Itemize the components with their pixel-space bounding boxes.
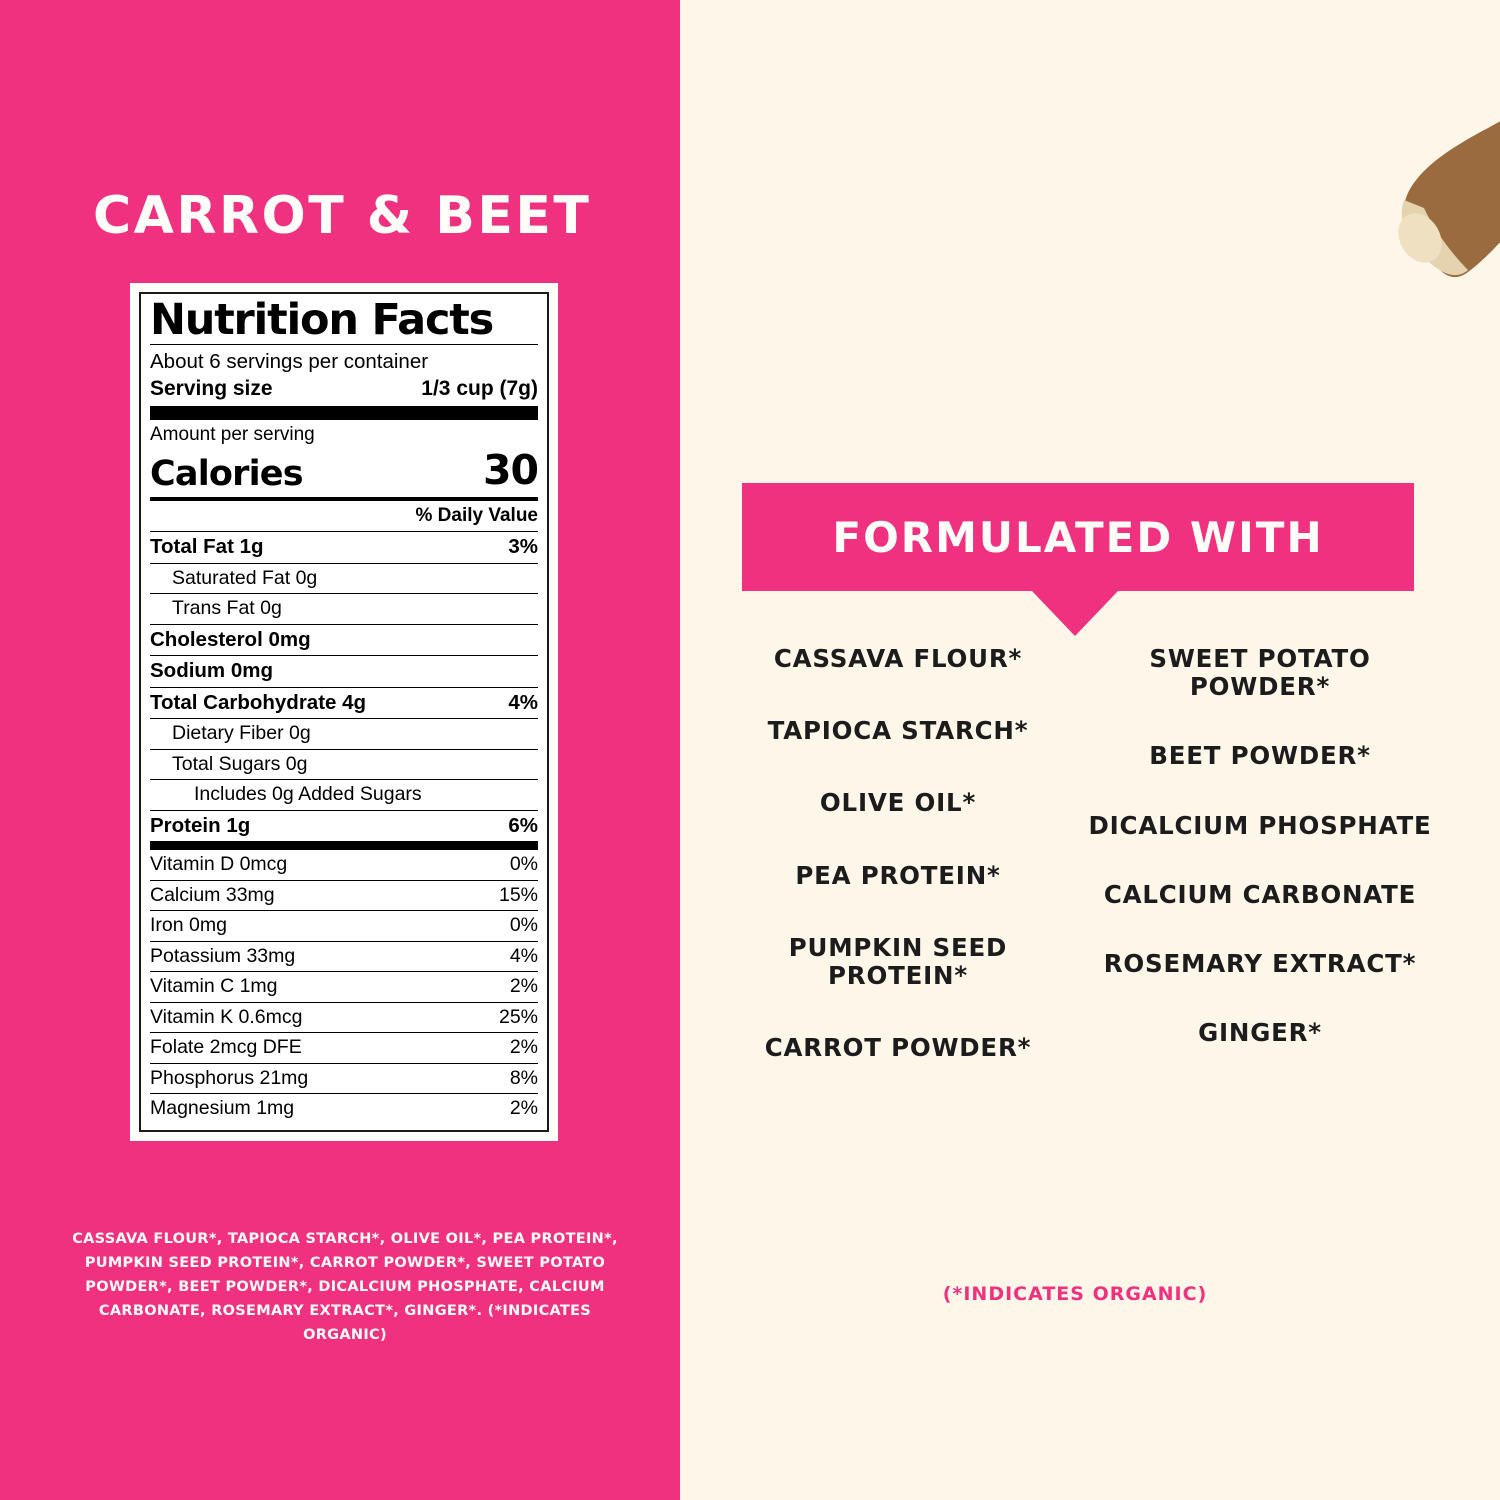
ingredients-statement: CASSAVA FLOUR*, TAPIOCA STARCH*, OLIVE OIL*, PEA PROTEIN*, PUMPKIN SEED PROTEIN*, CARROT POWDER*, SWEET POTATO POWDER*, BEET POWDER*, DICALCIUM PHOSPHATE, CALCIUM CARBONATE, ROSEMARY EXTRACT*, GINGER*. (*INDICATES ORGANIC) <box>72 1231 618 1343</box>
calories-row <box>150 446 538 497</box>
nutrient-dv: 8% <box>509 1066 538 1089</box>
micronutrient-row <box>150 911 538 941</box>
vegetable-illustration <box>1380 70 1500 500</box>
micronutrient-row <box>150 1064 538 1094</box>
nutrient-name: Vitamin D 0mcg <box>150 853 288 875</box>
micronutrient-row <box>150 1033 538 1063</box>
nutrient-name: Dietary Fiber 0g <box>172 722 311 744</box>
nutrient-row <box>150 811 538 842</box>
nutrient-name: Iron 0mg <box>150 914 227 936</box>
nutrient-name: Sodium 0mg <box>150 659 274 682</box>
list-item: CASSAVA FLOUR* <box>773 644 1023 673</box>
banner-title: FORMULATED WITH <box>832 512 1324 562</box>
banner-notch-shape <box>1032 591 1118 636</box>
nutrition-facts-label <box>139 292 549 1132</box>
servings-per-container: About 6 servings per container <box>150 350 429 373</box>
list-item: SWEET POTATO POWDER* <box>1149 644 1371 702</box>
page-title: CARROT & BEET <box>93 186 592 246</box>
nutrient-dv: 3% <box>508 535 538 558</box>
cassava-root-icon <box>1390 80 1500 277</box>
daily-value-header: % Daily Value <box>415 505 538 526</box>
nutrition-facts-card <box>130 283 558 1141</box>
list-item: PUMPKIN SEED PROTEIN* <box>788 932 1008 990</box>
nutrient-row <box>150 780 538 810</box>
banner-bar <box>742 483 1414 591</box>
nutrient-dv: 15% <box>498 883 538 906</box>
nutrient-dv: 2% <box>509 1036 538 1058</box>
ingredient-column-right <box>1080 645 1440 1106</box>
micronutrient-row <box>150 850 538 880</box>
serving-size-row <box>150 377 538 406</box>
list-item: GINGER* <box>1198 1018 1322 1048</box>
organic-footnote: (*INDICATES ORGANIC) <box>942 1283 1208 1305</box>
micronutrient-row <box>150 1094 538 1124</box>
micronutrient-row <box>150 972 538 1002</box>
nutrient-row <box>150 656 538 687</box>
nutrient-dv: 2% <box>509 1097 538 1119</box>
nutrient-name: Vitamin K 0.6mcg <box>150 1005 303 1028</box>
nutrient-row <box>150 688 538 719</box>
list-item: ROSEMARY EXTRACT* <box>1103 948 1417 978</box>
micronutrient-row <box>150 1003 538 1033</box>
nutrient-dv: 2% <box>509 975 538 997</box>
nutrient-dv: 4% <box>509 944 538 967</box>
list-item: CALCIUM CARBONATE <box>1103 879 1417 909</box>
nutrient-name: Protein 1g <box>150 813 251 837</box>
formulated-with-banner <box>742 483 1414 636</box>
ingredient-column-left <box>720 645 1080 1106</box>
list-item: BEET POWDER* <box>1149 741 1371 771</box>
list-item: OLIVE OIL* <box>819 788 977 818</box>
nutrient-dv: 0% <box>509 853 538 875</box>
nutrient-name: Potassium 33mg <box>150 944 296 967</box>
amount-per-serving-label: Amount per serving <box>150 424 315 445</box>
nutrient-name: Total Fat 1g <box>150 535 264 558</box>
list-item: DICALCIUM PHOSPHATE <box>1088 810 1432 840</box>
list-item: TAPIOCA STARCH* <box>767 716 1029 746</box>
nutrient-row <box>150 625 538 656</box>
left-pink-panel <box>0 0 680 1500</box>
list-item: CARROT POWDER* <box>764 1033 1032 1063</box>
nutrient-dv: 4% <box>508 690 538 714</box>
micronutrient-row <box>150 881 538 911</box>
nutrient-name: Cholesterol 0mg <box>150 627 311 651</box>
nutrient-name: Total Sugars 0g <box>172 752 308 775</box>
nutrient-name: Trans Fat 0g <box>172 597 282 619</box>
calories-label: Calories <box>150 454 303 494</box>
nutrient-name: Phosphorus 21mg <box>150 1066 309 1089</box>
nutrient-name: Folate 2mcg DFE <box>150 1036 302 1058</box>
ingredient-columns <box>720 645 1440 1106</box>
nutrient-name: Total Carbohydrate 4g <box>150 690 367 714</box>
nutrient-name: Includes 0g Added Sugars <box>194 783 422 805</box>
nutrient-row <box>150 564 538 594</box>
nutrient-row <box>150 594 538 624</box>
nutrient-name: Calcium 33mg <box>150 883 275 906</box>
nutrition-facts-heading: Nutrition Facts <box>150 295 494 345</box>
nutrient-dv: 0% <box>509 914 538 936</box>
nutrient-name: Magnesium 1mg <box>150 1097 295 1119</box>
serving-size-value: 1/3 cup (7g) <box>421 377 538 400</box>
nutrient-name: Vitamin C 1mg <box>150 975 278 997</box>
nutrient-row <box>150 719 538 749</box>
nutrient-row <box>150 750 538 780</box>
nutrient-dv: 25% <box>498 1005 538 1028</box>
calories-value: 30 <box>482 446 538 494</box>
nutrient-dv: 6% <box>508 813 538 837</box>
nutrient-name: Saturated Fat 0g <box>172 566 318 589</box>
list-item: PEA PROTEIN* <box>795 860 1001 890</box>
right-cream-panel <box>680 0 1500 1500</box>
nutrient-row <box>150 532 538 563</box>
micronutrient-row <box>150 942 538 972</box>
serving-size-label: Serving size <box>150 377 273 400</box>
